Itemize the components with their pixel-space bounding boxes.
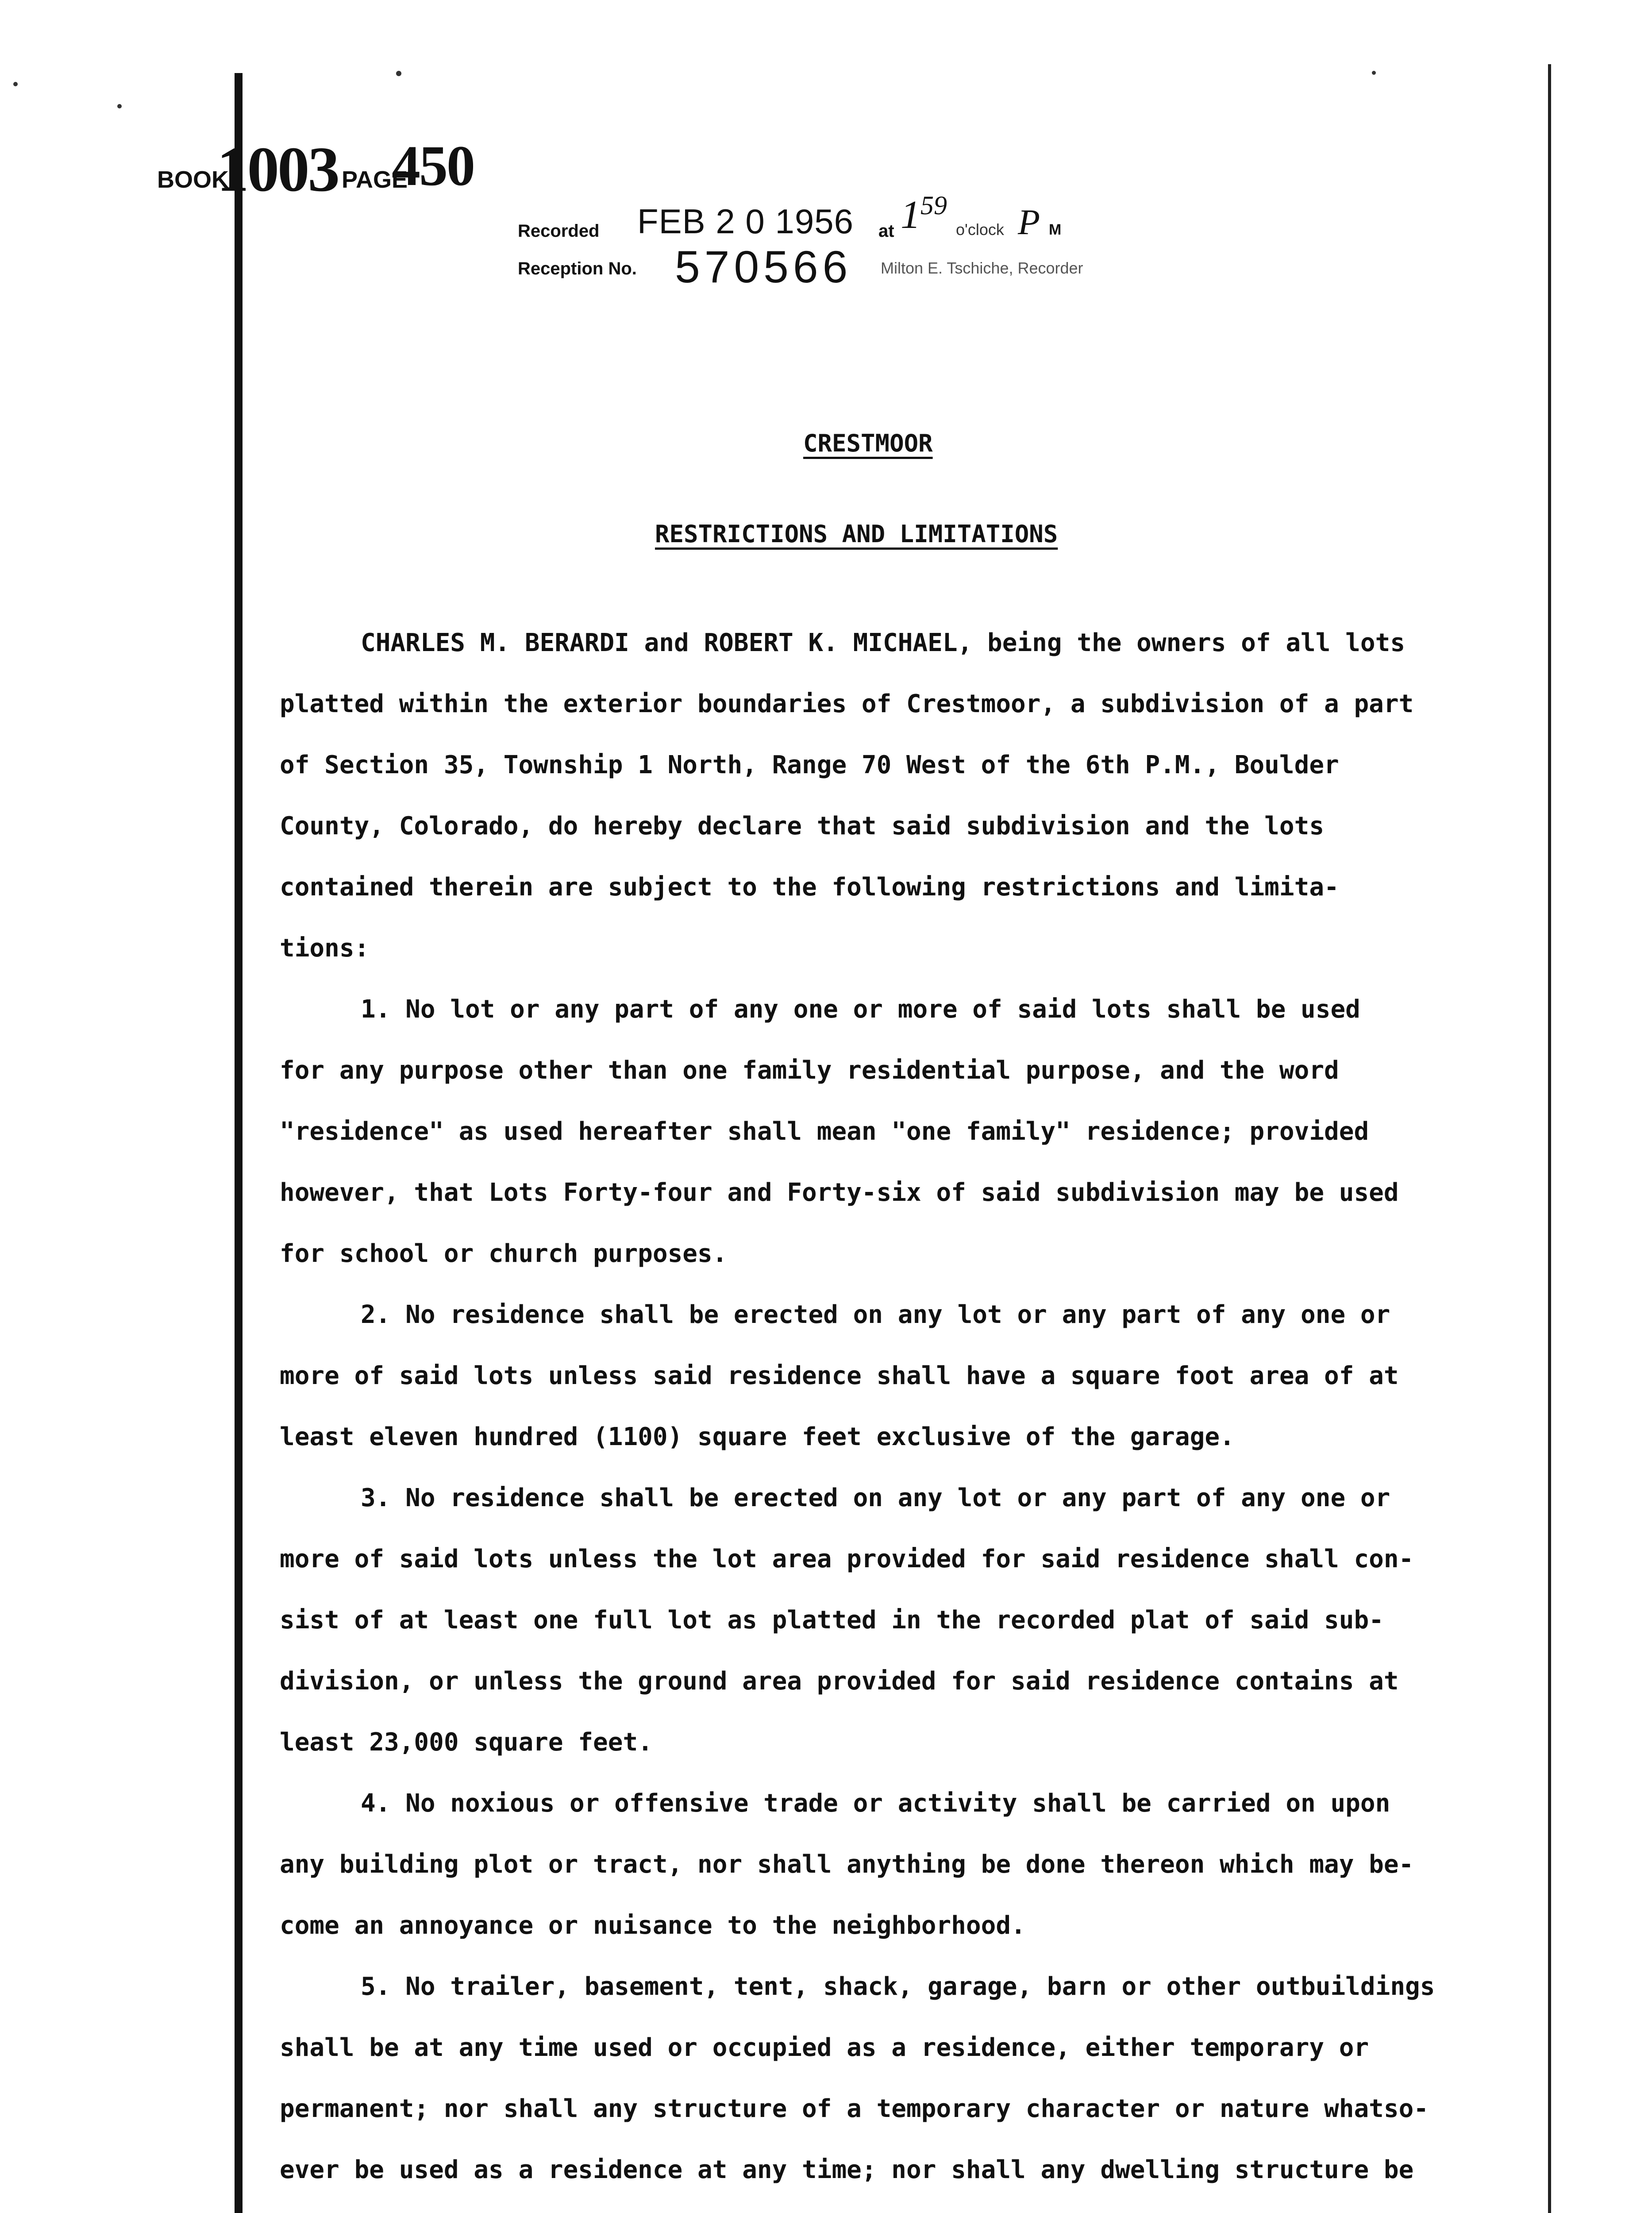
recorded-minute: 59 <box>920 191 947 220</box>
ampm-suffix: M <box>1049 221 1062 238</box>
body-line: any building plot or tract, nor shall anything be done thereon which may be- <box>280 1850 1414 1879</box>
book-number: 1003 <box>217 134 338 205</box>
book-label: BOOK <box>157 166 229 193</box>
body-line: least eleven hundred (1100) square feet exclusive of the garage. <box>280 1423 1235 1451</box>
scan-speck <box>1372 71 1376 75</box>
document-subtitle: RESTRICTIONS AND LIMITATIONS <box>655 520 1058 548</box>
body-line: CHARLES M. BERARDI and ROBERT K. MICHAEL, being the owners of all lots <box>361 628 1406 657</box>
restriction-1-line: 1. No lot or any part of any one or more of said lots shall be used <box>361 995 1360 1024</box>
scan-speck <box>117 104 122 108</box>
body-line: however, that Lots Forty-four and Forty-six of said subdivision may be used <box>280 1178 1399 1207</box>
body-line: contained therein are subject to the following restrictions and limita- <box>280 873 1339 902</box>
right-margin-rule <box>1548 64 1551 2213</box>
oclock-label: o'clock <box>956 220 1004 239</box>
body-line: sist of at least one full lot as platted in the recorded plat of said sub- <box>280 1606 1384 1635</box>
reception-number: 570566 <box>675 242 852 292</box>
restriction-2-line: 2. No residence shall be erected on any lot or any part of any one or <box>361 1300 1390 1329</box>
body-line: more of said lots unless the lot area provided for said residence shall con- <box>280 1545 1414 1573</box>
recorded-hour: 1 <box>901 193 920 237</box>
restriction-5-line: 5. No trailer, basement, tent, shack, garage, barn or other outbuildings <box>361 1972 1435 2001</box>
reception-label: Reception No. <box>518 259 637 278</box>
body-line: County, Colorado, do hereby declare that said subdivision and the lots <box>280 812 1325 840</box>
body-line: platted within the exterior boundaries of Crestmoor, a subdivision of a part <box>280 690 1414 718</box>
body-line: permanent; nor shall any structure of a temporary character or nature whatso- <box>280 2094 1429 2123</box>
recorded-label: Recorded <box>518 221 600 241</box>
body-line: division, or unless the ground area provided for said residence contains at <box>280 1667 1399 1696</box>
body-line: come an annoyance or nuisance to the neighborhood. <box>280 1911 1026 1940</box>
body-line: for any purpose other than one family residential purpose, and the word <box>280 1056 1339 1085</box>
document-title: CRESTMOOR <box>803 429 933 457</box>
left-margin-rule <box>235 73 243 2213</box>
body-line: for school or church purposes. <box>280 1239 728 1268</box>
scan-speck <box>396 71 401 76</box>
restriction-4-line: 4. No noxious or offensive trade or activity shall be carried on upon <box>361 1789 1390 1818</box>
page-number: 450 <box>392 134 474 198</box>
body-line: ever be used as a residence at any time; nor shall any dwelling structure be <box>280 2155 1414 2184</box>
recorded-time-handwritten <box>901 190 947 238</box>
body-line: of Section 35, Township 1 North, Range 70 West of the 6th P.M., Boulder <box>280 751 1339 779</box>
at-label: at <box>878 221 894 241</box>
body-line: "residence" as used hereafter shall mean "one family" residence; provided <box>280 1117 1369 1146</box>
body-line: least 23,000 square feet. <box>280 1728 653 1757</box>
body-line: tions: <box>280 934 370 963</box>
scan-speck <box>13 82 18 86</box>
recorder-name: Milton E. Tschiche, Recorder <box>881 259 1083 277</box>
recorded-date-stamp: FEB 2 0 1956 <box>637 202 854 241</box>
page-label: PAGE <box>342 166 408 193</box>
restriction-3-line: 3. No residence shall be erected on any lot or any part of any one or <box>361 1484 1390 1512</box>
body-line: more of said lots unless said residence shall have a square foot area of at <box>280 1361 1399 1390</box>
recorded-ampm-handwritten: P <box>1018 202 1040 242</box>
body-line: shall be at any time used or occupied as a residence, either temporary or <box>280 2033 1369 2062</box>
